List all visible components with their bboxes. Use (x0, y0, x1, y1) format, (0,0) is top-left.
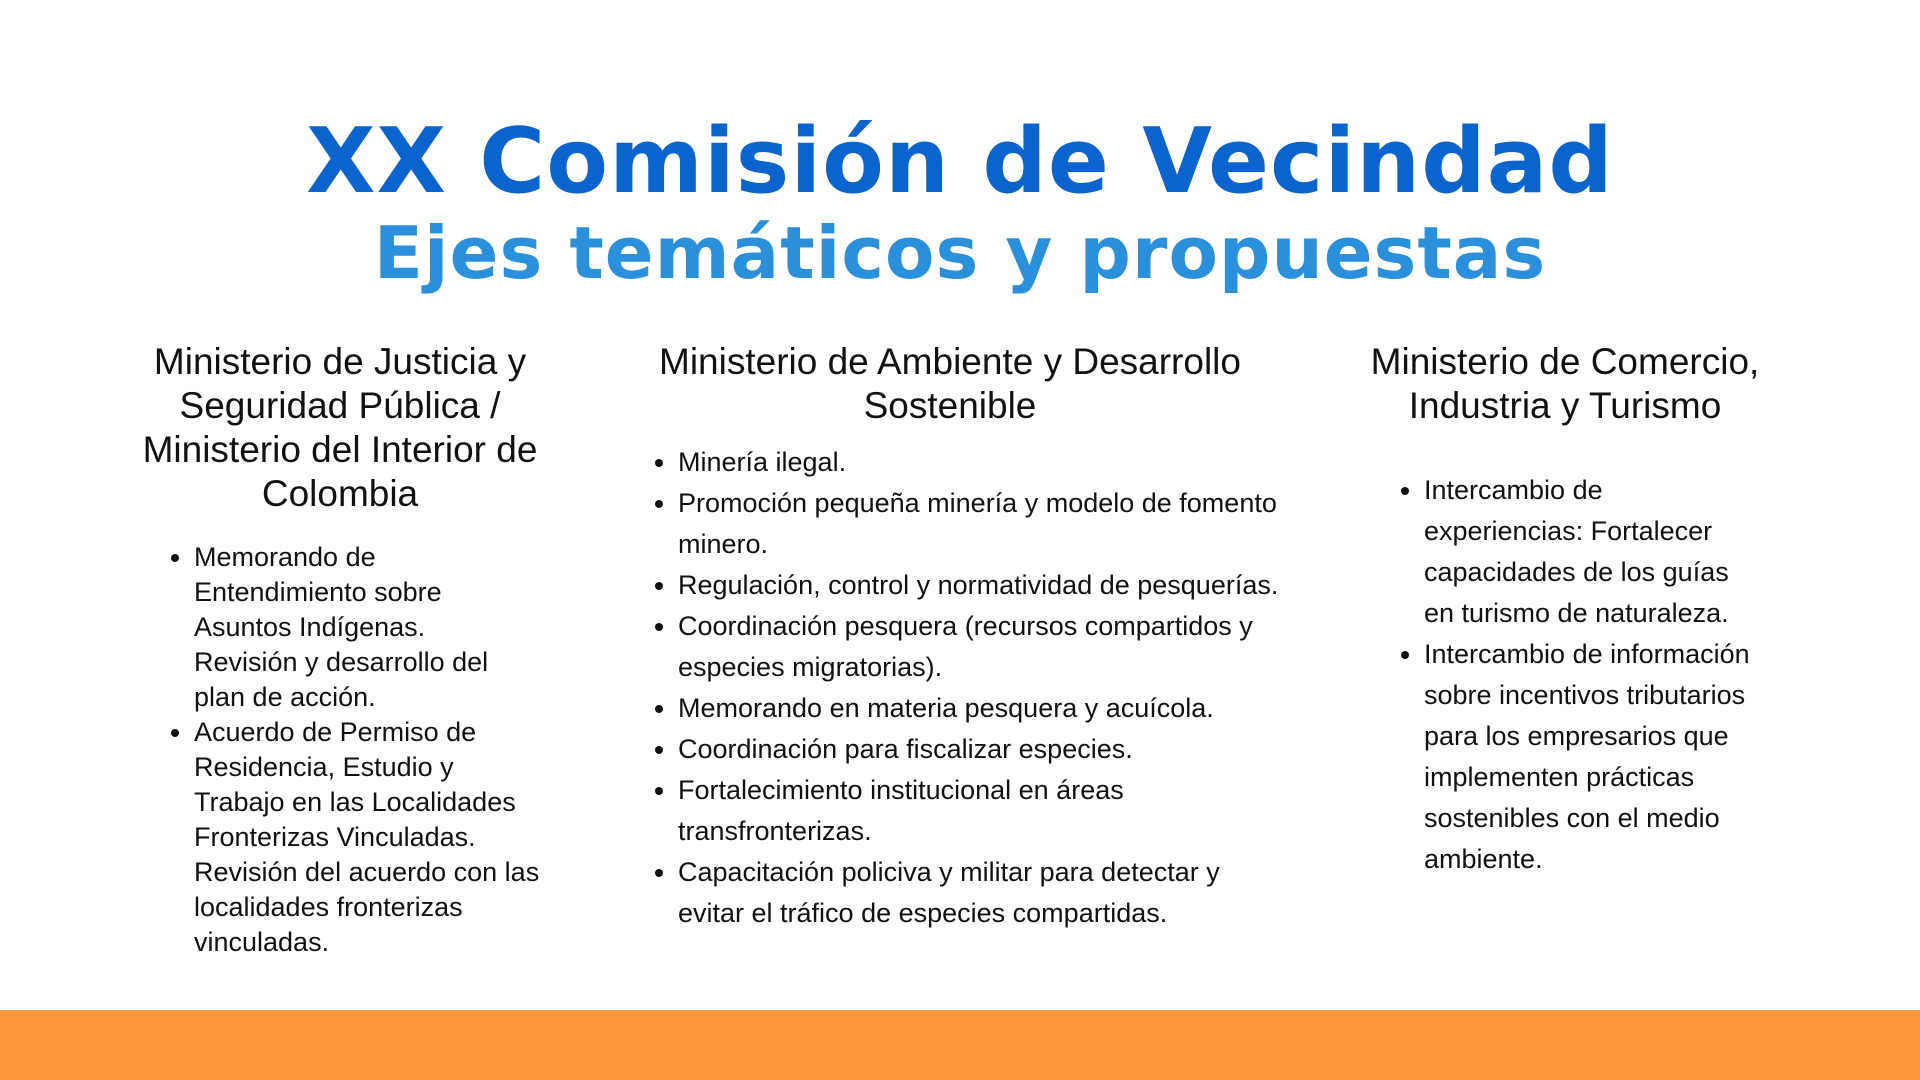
list-item (194, 540, 540, 715)
list-item: • Regulación, control y normatividad de pesquerías. (678, 565, 1280, 606)
list-item-text: • Acuerdo de Permiso de Residencia, Estudio y Trabajo en las Localidades Fronterizas Vinculadas. (194, 717, 516, 852)
list-item-text: • Memorando de Entendimiento sobre Asuntos Indígenas. (194, 542, 442, 642)
column-ambiente (640, 340, 1280, 934)
list-item: • Intercambio de información sobre incentivos tributarios para los empresarios que implementen prácticas sostenibles con el medio ambiente. (1424, 634, 1760, 880)
bullet-list (1370, 470, 1760, 880)
bullet-list (640, 442, 1280, 934)
list-item: • Capacitación policiva y militar para detectar y evitar el tráfico de especies compartidas. (678, 852, 1280, 934)
bullet-list (140, 540, 540, 960)
page-subtitle: Ejes temáticos y propuestas (373, 211, 1547, 295)
column-heading: Ministerio de Ambiente y Desarrollo Sostenible (659, 341, 1241, 426)
column-justicia (140, 340, 540, 960)
footer-bar (0, 1010, 1920, 1080)
list-item: • Coordinación para fiscalizar especies. (678, 729, 1280, 770)
list-item: • Fortalecimiento institucional en áreas transfronterizas. (678, 770, 1280, 852)
list-item: • Minería ilegal. (678, 442, 1280, 483)
list-item: • Memorando en materia pesquera y acuícola. (678, 688, 1280, 729)
list-item (194, 715, 540, 960)
column-heading: Ministerio de Justicia y Seguridad Pública / Ministerio del Interior de Colombia (142, 341, 538, 514)
list-item-text: Revisión del acuerdo con las localidades fronterizas vinculadas. (194, 857, 540, 957)
list-item: • Intercambio de experiencias: Fortalecer capacidades de los guías en turismo de naturaleza. (1424, 470, 1760, 634)
column-heading: Ministerio de Comercio, Industria y Turismo (1370, 341, 1760, 426)
list-item: • Coordinación pesquera (recursos compartidos y especies migratorias). (678, 606, 1280, 688)
list-item-text: Revisión y desarrollo del plan de acción. (194, 647, 489, 712)
column-comercio (1370, 340, 1760, 880)
page-title: XX Comisión de Vecindad (306, 109, 1614, 214)
list-item: • Promoción pequeña minería y modelo de fomento minero. (678, 483, 1280, 565)
